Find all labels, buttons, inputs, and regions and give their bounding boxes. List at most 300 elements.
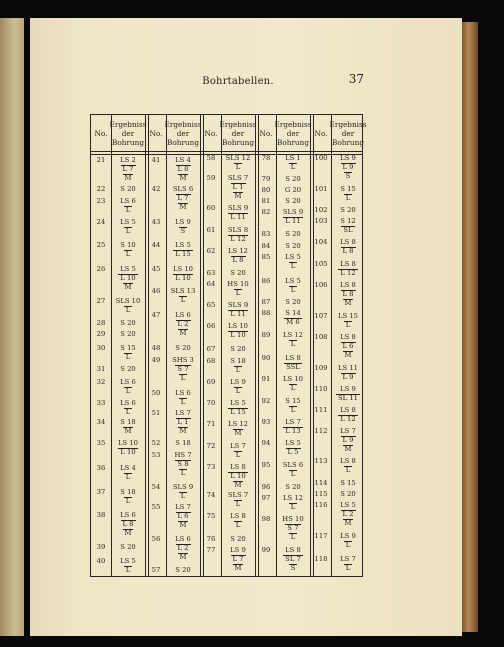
drilling-result <box>276 439 310 456</box>
result-layer: SL 11 <box>338 393 358 402</box>
drilling-result <box>111 511 145 537</box>
result-layer: L 7 <box>232 554 244 563</box>
result-layer: S 18 <box>175 439 191 447</box>
drilling-result <box>166 356 200 382</box>
header-result-line: Ergebniss <box>164 119 202 129</box>
row-number: 97 <box>261 494 271 502</box>
result-layer: LS 4 <box>175 156 191 164</box>
header-result <box>276 115 310 151</box>
result-layer: S 20 <box>285 175 301 183</box>
result-layer: LS 8 <box>340 333 356 341</box>
drilling-result <box>221 322 255 339</box>
row-number: 91 <box>261 375 271 383</box>
header-result <box>331 115 365 151</box>
result-layer: LS 5 <box>340 501 356 509</box>
result-layer: LS 8 <box>340 457 356 465</box>
result-layer: LS 8 <box>340 238 356 246</box>
row-number: 57 <box>151 566 161 574</box>
result-layer: L <box>290 285 296 294</box>
result-layer: LS 8 <box>340 281 356 289</box>
row-number: 96 <box>261 483 271 491</box>
row-number: 53 <box>151 451 161 459</box>
result-layer: LS 15 <box>338 312 358 320</box>
result-layer: L <box>235 386 241 395</box>
header-result-line: Bohrung <box>276 137 309 147</box>
drilling-result <box>111 488 145 505</box>
row-number: 64 <box>206 280 216 288</box>
drilling-result <box>166 389 200 406</box>
drilling-result <box>221 280 255 297</box>
drilling-result <box>331 260 365 277</box>
result-layer: L <box>290 162 296 171</box>
header-result-line: Ergebniss <box>109 119 147 129</box>
row-number: 114 <box>314 479 328 487</box>
drilling-result <box>221 226 255 243</box>
result-layer: S 20 <box>285 197 301 205</box>
result-layer: HS 10 <box>227 280 249 288</box>
row-number: 81 <box>261 197 271 205</box>
row-number: 116 <box>314 501 328 509</box>
row-number: 22 <box>96 185 106 193</box>
result-layer: L 2 <box>177 543 189 552</box>
header-result-line: Ergebniss <box>274 119 312 129</box>
header-result-line: Bohrung <box>221 137 254 147</box>
result-layer: LS 8 <box>340 260 356 268</box>
header-no-label: No. <box>314 128 328 138</box>
drilling-result <box>166 311 200 337</box>
row-number: 85 <box>261 253 271 261</box>
header-result-line: Bohrung <box>166 137 199 147</box>
row-number: 118 <box>314 555 328 563</box>
result-layer: L 5 <box>287 447 299 456</box>
row-number: 47 <box>151 311 161 319</box>
row-number: 54 <box>151 483 161 491</box>
row-number: 48 <box>151 344 161 352</box>
result-layer: S 7 <box>287 523 299 532</box>
result-layer: M <box>234 428 242 437</box>
row-number: 90 <box>261 354 271 362</box>
result-layer: LS 8 <box>285 354 301 362</box>
row-number: 98 <box>261 515 271 523</box>
header-result-line: Ergebniss <box>219 119 257 129</box>
row-number: 55 <box>151 503 161 511</box>
result-layer: L 11 <box>285 216 301 225</box>
row-number: 107 <box>314 312 328 320</box>
result-layer: L 10 <box>230 330 246 339</box>
drilling-result <box>221 378 255 395</box>
row-number: 42 <box>151 185 161 193</box>
result-layer: S 20 <box>340 206 356 214</box>
drilling-result <box>331 217 365 234</box>
drilling-result <box>221 301 255 318</box>
drilling-result <box>111 156 145 182</box>
result-layer: LS 5 <box>285 253 301 261</box>
row-number: 117 <box>314 532 328 540</box>
result-layer: LS 1 <box>285 154 301 162</box>
result-layer: M <box>234 563 242 572</box>
result-layer: HS 7 <box>174 451 192 459</box>
row-number: 79 <box>261 175 271 183</box>
result-layer: SLS 7 <box>227 491 249 499</box>
drilling-result <box>111 378 145 395</box>
row-number: 108 <box>314 333 328 341</box>
drilling-result <box>166 409 200 435</box>
drilling-result <box>331 406 365 423</box>
result-layer: M <box>179 426 187 435</box>
result-layer: M <box>344 298 352 307</box>
result-layer: L 2 <box>342 509 354 518</box>
result-layer: HS 10 <box>282 515 304 523</box>
result-layer: L 1 <box>232 182 244 191</box>
header-result-line: Bohrung <box>111 137 144 147</box>
row-number: 38 <box>96 511 106 519</box>
result-layer: M <box>344 518 352 527</box>
result-layer: LS 10 <box>173 265 193 273</box>
result-layer: L 6 <box>342 341 354 350</box>
row-number: 101 <box>314 185 328 193</box>
drilling-result <box>111 464 145 481</box>
drilling-result <box>111 439 145 456</box>
result-layer: L 15 <box>230 407 246 416</box>
result-layer: LS 6 <box>120 399 136 407</box>
result-layer: LS 9 <box>340 385 356 393</box>
drilling-result <box>221 154 255 171</box>
drilling-result <box>331 312 365 329</box>
row-number: 30 <box>96 344 106 352</box>
drilling-result <box>111 557 145 574</box>
row-number: 71 <box>206 420 216 428</box>
result-layer: S 20 <box>340 490 356 498</box>
row-number: 40 <box>96 557 106 565</box>
result-layer: LS 6 <box>120 378 136 386</box>
result-layer: LS 7 <box>285 418 301 426</box>
row-number: 106 <box>314 281 328 289</box>
result-layer: L 7 <box>122 164 134 173</box>
header-no-label: No. <box>204 128 218 138</box>
row-number: 63 <box>206 269 216 277</box>
result-layer: SL <box>343 225 353 234</box>
result-layer: LS 10 <box>228 322 248 330</box>
result-layer: LS 8 <box>285 546 301 554</box>
result-layer: LS 10 <box>118 439 138 447</box>
result-layer: S 10 <box>120 241 136 249</box>
drilling-result <box>166 439 200 447</box>
result-layer: L <box>290 383 296 392</box>
row-number: 99 <box>261 546 271 554</box>
row-number: 37 <box>96 488 106 496</box>
drilling-result <box>276 397 310 414</box>
row-number: 105 <box>314 260 328 268</box>
drilling-result <box>166 483 200 500</box>
drilling-result <box>276 494 310 511</box>
row-number: 35 <box>96 439 106 447</box>
result-layer: LS 8 <box>230 512 246 520</box>
drilling-result <box>166 566 200 574</box>
result-layer: L <box>345 563 351 572</box>
drilling-result <box>221 247 255 264</box>
result-layer: SLS 9 <box>172 483 194 491</box>
result-layer: L 8 <box>342 246 354 255</box>
drilling-table <box>90 114 367 577</box>
header-result-line: der <box>121 128 135 138</box>
result-layer: LS 5 <box>285 439 301 447</box>
result-layer: L <box>345 465 351 474</box>
result-layer: LS 12 <box>228 420 248 428</box>
row-number: 62 <box>206 247 216 255</box>
result-layer: L <box>345 540 351 549</box>
row-number: 112 <box>314 427 328 435</box>
drilling-result <box>276 175 310 183</box>
result-layer: S 8 <box>177 459 189 468</box>
drilling-result <box>166 503 200 529</box>
drilling-result <box>111 344 145 361</box>
result-layer: L <box>235 520 241 529</box>
result-layer: M <box>179 328 187 337</box>
result-layer: S 20 <box>230 535 246 543</box>
result-layer: L 2 <box>177 319 189 328</box>
row-number: 31 <box>96 365 106 373</box>
result-layer: S 20 <box>120 330 136 338</box>
drilling-result <box>111 330 145 338</box>
result-layer: LS 5 <box>120 218 136 226</box>
result-layer: L <box>180 491 186 500</box>
result-layer: LS 9 <box>175 218 191 226</box>
result-layer: S 18 <box>120 488 136 496</box>
row-number: 58 <box>206 154 216 162</box>
result-layer: L 1 <box>177 417 189 426</box>
result-layer: L <box>125 496 131 505</box>
result-layer: L <box>290 469 296 478</box>
row-number: 26 <box>96 265 106 273</box>
drilling-result <box>221 269 255 277</box>
result-layer: LS 5 <box>120 265 136 273</box>
result-layer: LS 10 <box>283 375 303 383</box>
result-layer: L <box>235 365 241 374</box>
result-layer: L <box>290 502 296 511</box>
result-layer: SL 7 <box>285 554 301 563</box>
row-number: 49 <box>151 356 161 364</box>
row-number: 104 <box>314 238 328 246</box>
drilling-result <box>166 185 200 211</box>
result-layer: L <box>125 565 131 574</box>
result-layer: LS 6 <box>120 197 136 205</box>
result-layer: L <box>125 386 131 395</box>
row-number: 100 <box>314 154 328 162</box>
result-layer: L <box>235 499 241 508</box>
result-layer: L 8 <box>122 519 134 528</box>
row-number: 51 <box>151 409 161 417</box>
result-layer: LS 7 <box>175 503 191 511</box>
column-rule <box>255 115 259 576</box>
result-layer: L 12 <box>340 268 356 277</box>
drilling-result <box>331 555 365 572</box>
result-layer: M <box>124 528 132 537</box>
result-layer: LS 8 <box>230 463 246 471</box>
result-layer: S 20 <box>230 345 246 353</box>
result-layer: L 8 <box>342 289 354 298</box>
row-number: 68 <box>206 357 216 365</box>
row-number: 95 <box>261 461 271 469</box>
row-number: 23 <box>96 197 106 205</box>
result-layer: L <box>235 162 241 171</box>
result-layer: S <box>290 563 296 572</box>
result-layer: L <box>180 397 186 406</box>
result-layer: LS 12 <box>228 247 248 255</box>
row-number: 94 <box>261 439 271 447</box>
result-layer: L <box>180 295 186 304</box>
row-number: 75 <box>206 512 216 520</box>
row-number: 52 <box>151 439 161 447</box>
drilling-result <box>276 375 310 392</box>
drilling-result <box>166 344 200 352</box>
result-layer: S 20 <box>120 319 136 327</box>
result-layer: M <box>124 426 132 435</box>
drilling-result <box>111 399 145 416</box>
result-layer: L <box>290 532 296 541</box>
header-result <box>221 115 255 151</box>
result-layer: L <box>125 226 131 235</box>
drilling-result <box>111 543 145 551</box>
result-layer: S 20 <box>285 483 301 491</box>
row-number: 24 <box>96 218 106 226</box>
row-number: 66 <box>206 322 216 330</box>
result-layer: S <box>180 226 186 235</box>
header-no <box>311 115 331 151</box>
result-layer: LS 7 <box>340 427 356 435</box>
row-number: 25 <box>96 241 106 249</box>
drilling-result <box>276 208 310 225</box>
row-number: 33 <box>96 399 106 407</box>
result-layer: S 20 <box>285 230 301 238</box>
result-layer: L 7 <box>177 193 189 202</box>
drilling-result <box>276 277 310 294</box>
row-number: 39 <box>96 543 106 551</box>
header-result-line: der <box>286 128 300 138</box>
row-number: 34 <box>96 418 106 426</box>
result-layer: L <box>345 320 351 329</box>
row-number: 103 <box>314 217 328 225</box>
header-no-label: No. <box>259 128 273 138</box>
row-number: 113 <box>314 457 328 465</box>
row-number: 65 <box>206 301 216 309</box>
result-layer: LS 11 <box>338 364 358 372</box>
book-edge <box>462 22 478 632</box>
header-result <box>166 115 200 151</box>
result-layer: LS 9 <box>230 546 246 554</box>
result-layer: LS 5 <box>120 557 136 565</box>
result-layer: L 8 <box>232 255 244 264</box>
drilling-result <box>276 154 310 171</box>
row-number: 74 <box>206 491 216 499</box>
header-no <box>201 115 221 151</box>
result-layer: LS 7 <box>175 409 191 417</box>
row-number: 50 <box>151 389 161 397</box>
drilling-result <box>276 461 310 478</box>
row-number: 46 <box>151 287 161 295</box>
result-layer: S 15 <box>340 479 356 487</box>
result-layer: SSL <box>286 362 300 371</box>
result-layer: SLS 9 <box>282 208 304 216</box>
result-layer: SLS 6 <box>282 461 304 469</box>
drilling-result <box>276 242 310 250</box>
result-layer: LS 9 <box>230 378 246 386</box>
result-layer: LS 8 <box>340 406 356 414</box>
result-layer: L 15 <box>175 249 191 258</box>
row-number: 111 <box>314 406 328 414</box>
row-number: 84 <box>261 242 271 250</box>
drilling-result <box>276 515 310 541</box>
drilling-result <box>276 253 310 270</box>
row-number: 61 <box>206 226 216 234</box>
row-number: 102 <box>314 206 328 214</box>
drilling-result <box>111 365 145 373</box>
result-layer: LS 5 <box>285 277 301 285</box>
drilling-result <box>221 345 255 353</box>
result-layer: L <box>235 288 241 297</box>
result-layer: SLS 9 <box>227 204 249 212</box>
header-result-line: der <box>176 128 190 138</box>
row-number: 115 <box>314 490 328 498</box>
drilling-result <box>331 532 365 549</box>
result-layer: LS 7 <box>230 442 246 450</box>
drilling-result <box>276 483 310 491</box>
row-number: 28 <box>96 319 106 327</box>
result-layer: M <box>179 520 187 529</box>
result-layer: L <box>180 373 186 382</box>
result-layer: LS 6 <box>120 511 136 519</box>
row-number: 56 <box>151 535 161 543</box>
row-number: 60 <box>206 204 216 212</box>
result-layer: S 20 <box>120 365 136 373</box>
result-layer: L <box>125 472 131 481</box>
drilling-result <box>221 463 255 489</box>
drilling-result <box>166 156 200 182</box>
result-layer: S 12 <box>340 217 356 225</box>
drilling-result <box>166 451 200 477</box>
result-layer: LS 5 <box>175 241 191 249</box>
result-layer: M <box>179 552 187 561</box>
row-number: 73 <box>206 463 216 471</box>
result-layer: LS 9 <box>340 154 356 162</box>
drilling-result <box>331 238 365 255</box>
drilling-result <box>166 535 200 561</box>
header-no <box>91 115 111 151</box>
header-result-line: der <box>231 128 245 138</box>
drilling-result <box>111 197 145 214</box>
drilling-result <box>221 174 255 200</box>
drilling-result <box>221 546 255 572</box>
row-number: 83 <box>261 230 271 238</box>
result-layer: SLS 8 <box>227 226 249 234</box>
row-number: 32 <box>96 378 106 386</box>
row-number: 67 <box>206 345 216 353</box>
result-layer: L 9 <box>342 435 354 444</box>
drilling-result <box>276 230 310 238</box>
row-number: 82 <box>261 208 271 216</box>
result-layer: LS 9 <box>340 532 356 540</box>
result-layer: L <box>235 450 241 459</box>
drilling-result <box>221 204 255 221</box>
result-layer: M <box>344 350 352 359</box>
row-number: 88 <box>261 309 271 317</box>
header-result-line: Ergebniss <box>329 119 367 129</box>
drilling-result <box>276 298 310 306</box>
result-layer: S 18 <box>230 357 246 365</box>
result-layer: L 12 <box>340 414 356 423</box>
header-result <box>111 115 145 151</box>
result-layer: LS 6 <box>175 311 191 319</box>
row-number: 86 <box>261 277 271 285</box>
